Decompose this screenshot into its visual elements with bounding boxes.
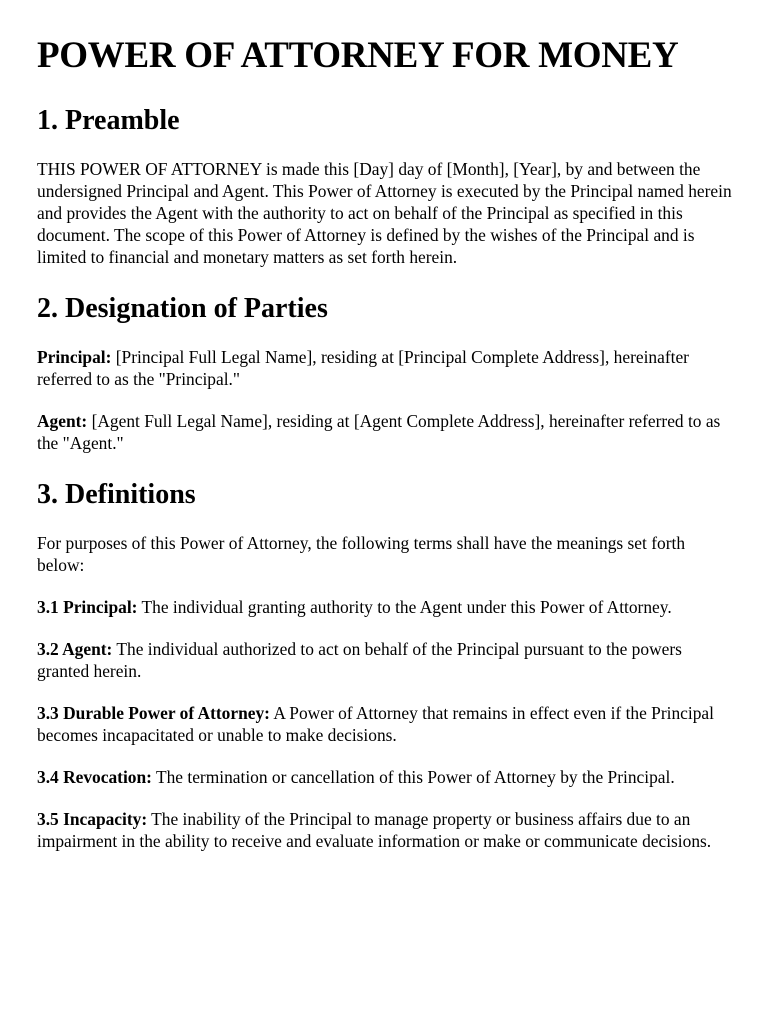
definition-item-durable-poa [37, 702, 734, 746]
definition-item-agent [37, 638, 734, 682]
section-designation-of-parties [37, 292, 734, 454]
definition-text: The individual granting authority to the Agent under this Power of Attorney. [137, 597, 672, 617]
definition-term: 3.2 Agent: [37, 639, 113, 659]
definition-term: 3.4 Revocation: [37, 767, 152, 787]
definition-text: The individual authorized to act on behalf of the Principal pursuant to the powers granted herein. [37, 639, 682, 681]
agent-label: Agent: [37, 411, 88, 431]
definition-item-revocation [37, 766, 734, 788]
preamble-paragraph: THIS POWER OF ATTORNEY is made this [Day] day of [Month], [Year], by and between the undersigned Principal and Agent. This Power of Attorney is executed by the Principal named herein and provides the Agent with the authority to act on behalf of the Principal as specified in this document. The scope of this Power of Attorney is defined by the wishes of the Principal and is limited to financial and monetary matters as set forth herein. [37, 159, 732, 267]
principal-paragraph [37, 346, 734, 390]
principal-text: [Principal Full Legal Name], residing at [Principal Complete Address], hereinafter referred to as the "Principal." [37, 347, 689, 389]
section-preamble [37, 104, 734, 268]
definitions-intro: For purposes of this Power of Attorney, the following terms shall have the meanings set forth below: [37, 533, 686, 575]
definition-item-incapacity [37, 808, 734, 852]
section-heading-parties: 2. Designation of Parties [37, 293, 328, 324]
section-heading-preamble: 1. Preamble [37, 105, 180, 136]
definition-item-principal [37, 596, 734, 618]
definition-text: The inability of the Principal to manage property or business affairs due to an impairment in the ability to receive and evaluate information or make or communicate decisions. [37, 809, 712, 851]
definition-term: 3.3 Durable Power of Attorney: [37, 703, 270, 723]
agent-paragraph [37, 410, 734, 454]
document-title: POWER OF ATTORNEY FOR MONEY [37, 35, 679, 76]
definition-text: A Power of Attorney that remains in effect even if the Principal becomes incapacitated or unable to make decisions. [37, 703, 714, 745]
agent-text: [Agent Full Legal Name], residing at [Agent Complete Address], hereinafter referred to as the "Agent." [37, 411, 721, 453]
section-heading-definitions: 3. Definitions [37, 479, 196, 510]
section-definitions [37, 478, 734, 852]
definition-term: 3.1 Principal: [37, 597, 138, 617]
definition-text: The termination or cancellation of this Power of Attorney by the Principal. [151, 767, 675, 787]
principal-label: Principal: [37, 347, 112, 367]
definition-term: 3.5 Incapacity: [37, 809, 148, 829]
